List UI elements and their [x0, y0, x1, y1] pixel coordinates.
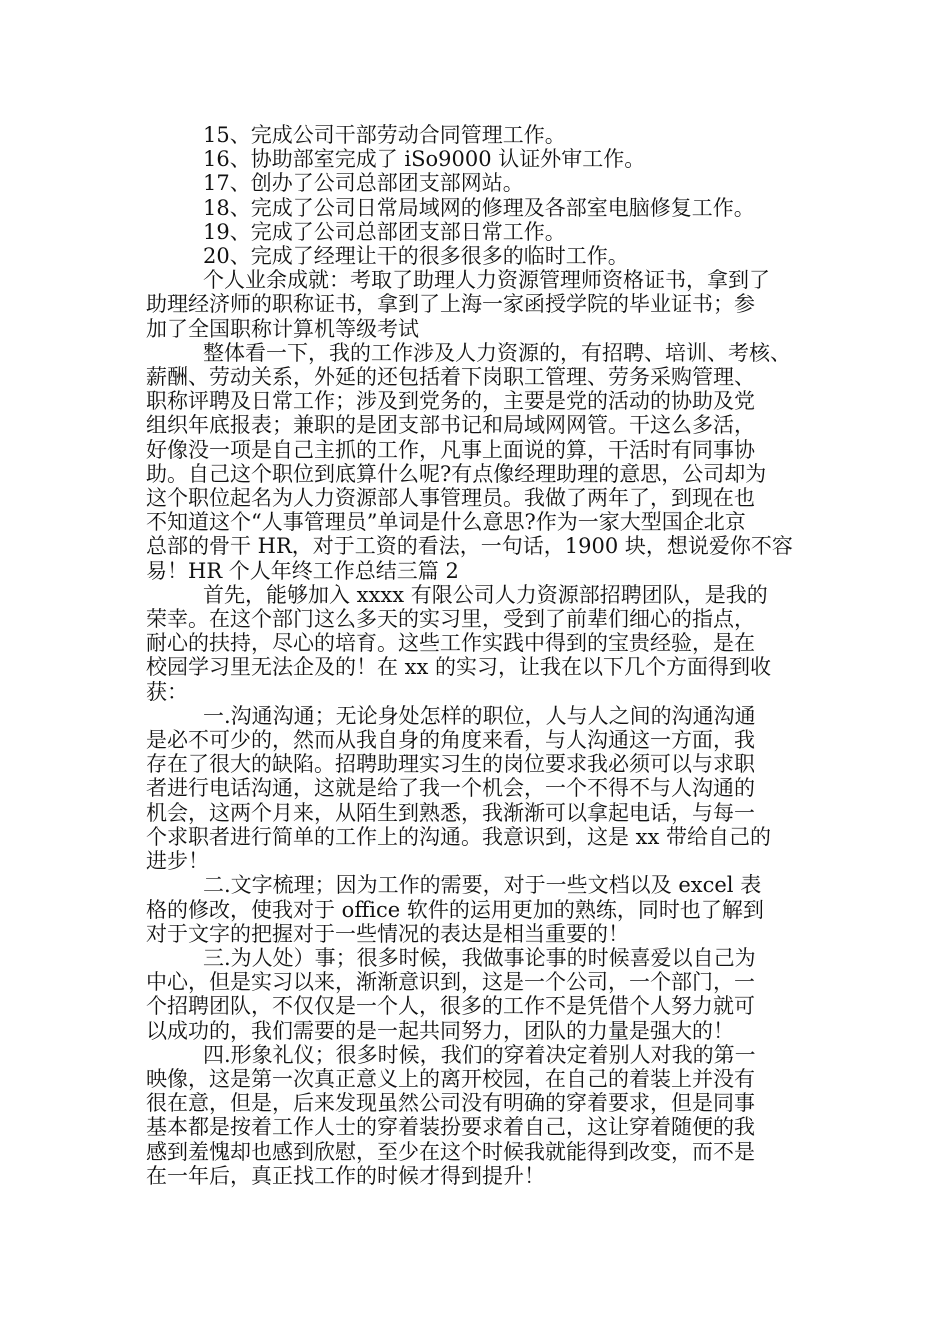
- text-line: 者进行电话沟通，这就是给了我一个机会，一个不得不与人沟通的: [146, 776, 755, 801]
- text-line: 以成功的，我们需要的是一起共同努力，团队的力量是强大的！: [146, 1018, 734, 1043]
- text-line: 这个职位起名为人力资源部人事管理员。我做了两年了，到现在也: [146, 486, 755, 511]
- text-line: 存在了很大的缺陷。招聘助理实习生的岗位要求我必须可以与求职: [146, 752, 755, 777]
- text-line: 好像没一项是自己主抓的工作，凡事上面说的算，干活时有同事协: [146, 437, 755, 462]
- text-line: 薪酬、劳动关系，外延的还包括着下岗职工管理、劳务采购管理、: [146, 365, 755, 390]
- text-line: 个招聘团队，不仅仅是一个人，很多的工作不是凭借个人努力就可: [146, 994, 755, 1019]
- text-line: 组织年底报表；兼职的是团支部书记和局域网网管。干这么多活，: [146, 413, 755, 438]
- text-line: 很在意，但是，后来发现虽然公司没有明确的穿着要求，但是同事: [146, 1091, 755, 1116]
- text-line: 对于文字的把握对于一些情况的表达是相当重要的！: [146, 921, 629, 946]
- text-line: 个人业余成就：考取了助理人力资源管理师资格证书，拿到了: [203, 268, 770, 293]
- text-line: 进步！: [146, 849, 209, 874]
- text-line: 不知道这个“人事管理员”单词是什么意思?作为一家大型国企北京: [146, 510, 746, 535]
- text-line: 17、创办了公司总部团支部网站。: [203, 171, 524, 196]
- text-line: 基本都是按着工作人士的穿着装扮要求着自己，这让穿着随便的我: [146, 1115, 755, 1140]
- text-line: 16、协助部室完成了 iSo9000 认证外审工作。: [203, 147, 646, 172]
- text-line: 总部的骨干 HR，对于工资的看法，一句话，1900 块，想说爱你不容: [146, 534, 793, 559]
- text-line: 19、完成了公司总部团支部日常工作。: [203, 219, 566, 244]
- text-line: 三.为人处）事；很多时候，我做事论事的时候喜爱以自己为: [203, 945, 756, 970]
- text-line: 18、完成了公司日常局域网的修理及各部室电脑修复工作。: [203, 195, 755, 220]
- text-line: 助。自己这个职位到底算什么呢?有点像经理助理的意思，公司却为: [146, 461, 767, 486]
- text-line: 职称评聘及日常工作；涉及到党务的，主要是党的活动的协助及党: [146, 389, 755, 414]
- text-line: 机会，这两个月来，从陌生到熟悉，我渐渐可以拿起电话，与每一: [146, 800, 755, 825]
- text-line: 20、完成了经理让干的很多很多的临时工作。: [203, 244, 629, 269]
- text-line: 感到羞愧却也感到欣慰，至少在这个时候我就能得到改变，而不是: [146, 1139, 755, 1164]
- text-line: 二.文字梳理；因为工作的需要，对于一些文档以及 excel 表: [203, 873, 762, 898]
- text-line: 四.形象礼仪；很多时候，我们的穿着决定着别人对我的第一: [203, 1042, 756, 1067]
- text-line: 易！HR 个人年终工作总结三篇 2: [146, 558, 459, 583]
- text-line: 映像，这是第一次真正意义上的离开校园，在自己的着装上并没有: [146, 1066, 755, 1091]
- text-line: 在一年后，真正找工作的时候才得到提升！: [146, 1163, 545, 1188]
- text-line: 一.沟通沟通；无论身处怎样的职位，人与人之间的沟通沟通: [203, 703, 756, 728]
- text-line: 首先，能够加入 xxxx 有限公司人力资源部招聘团队，是我的: [203, 582, 768, 607]
- text-line: 获：: [146, 679, 188, 704]
- text-line: 整体看一下，我的工作涉及人力资源的，有招聘、培训、考核、: [203, 340, 791, 365]
- text-line: 加了全国职称计算机等级考试: [146, 316, 419, 341]
- text-line: 耐心的扶持，尽心的培育。这些工作实践中得到的宝贵经验，是在: [146, 631, 755, 656]
- text-line: 助理经济师的职称证书，拿到了上海一家函授学院的毕业证书；参: [146, 292, 755, 317]
- text-line: 中心，但是实习以来，渐渐意识到，这是一个公司，一个部门，一: [146, 970, 755, 995]
- document-body: [146, 123, 850, 1188]
- text-line: 荣幸。在这个部门这么多天的实习里，受到了前辈们细心的指点，: [146, 607, 755, 632]
- text-line: 个求职者进行简单的工作上的沟通。我意识到，这是 xx 带给自己的: [146, 824, 772, 849]
- text-line: 15、完成公司干部劳动合同管理工作。: [203, 123, 566, 147]
- text-line: 校园学习里无法企及的！在 xx 的实习，让我在以下几个方面得到收: [146, 655, 772, 680]
- text-line: 是必不可少的，然而从我自身的角度来看，与人沟通这一方面，我: [146, 728, 755, 753]
- text-line: 格的修改，使我对于 office 软件的运用更加的熟练，同时也了解到: [146, 897, 764, 922]
